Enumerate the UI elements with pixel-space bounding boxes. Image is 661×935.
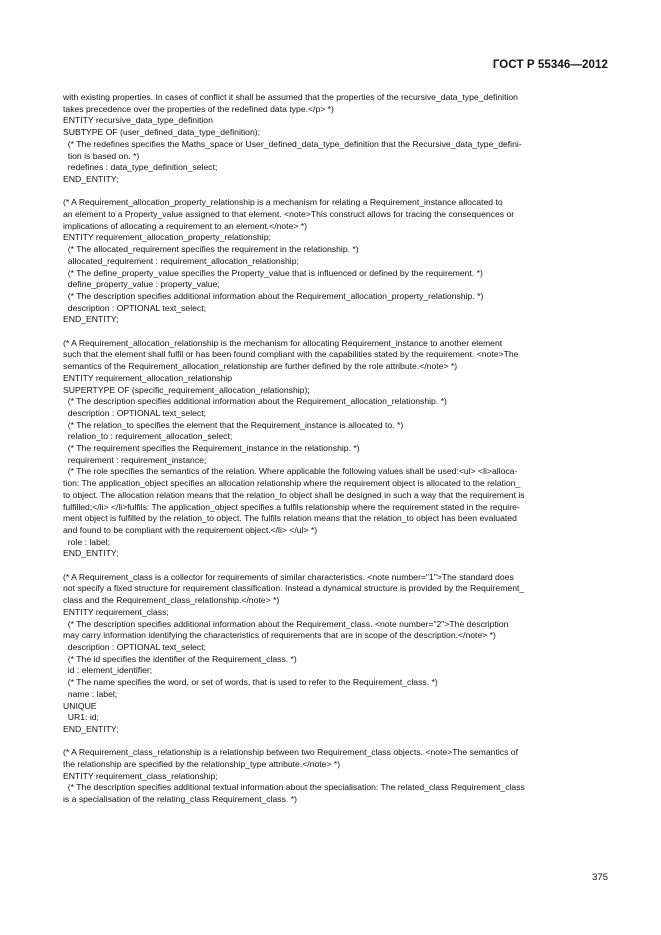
text-line: (* A Requirement_class is a collector for requirements of similar characteristics. <note number="1">The standard does: [63, 571, 514, 582]
text-line: is a specialisation of the relating_class Requirement_class. *): [63, 794, 297, 805]
text-line: (* A Requirement_allocation_relationship is the mechanism for allocating Requirement_instance to another element: [63, 337, 503, 348]
text-line: (* The role specifies the semantics of the relation. Where applicable the following values shall be used:<ul> <li>alloca-: [63, 466, 518, 477]
text-line: ment object is fulfilled by the relation_to object. The fulfils relation means that the relation_to object has been evaluated: [63, 513, 517, 524]
text-block: [63, 572, 601, 736]
text-line: and found to be compliant with the requirement object.</li> </ul> *): [63, 524, 318, 535]
text-line: UNIQUE: [63, 700, 97, 711]
text-line: (* A Requirement_class_relationship is a relationship between two Requirement_class objects. <note>The semantics of: [63, 747, 518, 758]
text-line: class and the Requirement_class_relationship.</note> *): [63, 595, 280, 606]
text-line: (* A Requirement_allocation_property_relationship is a mechanism for relating a Requirement_instance allocated to: [63, 197, 503, 208]
document-body: [63, 92, 601, 806]
text-line: (* The description specifies additional information about the Requirement_allocation_relationship. *): [63, 396, 447, 407]
text-line: redefines : data_type_definition_select;: [63, 162, 218, 173]
text-line: role : label;: [63, 536, 110, 547]
text-line: UR1: id;: [63, 712, 99, 723]
text-line: SUBTYPE OF (user_defined_data_type_definition);: [63, 127, 261, 138]
text-line: (* The description specifies additional textual information about the specialisation: The related_class Requirement_class: [63, 782, 525, 793]
text-line: ENTITY requirement_allocation_relationship: [63, 372, 233, 383]
text-line: tion: The application_object specifies an allocation relationship where the requirement object is allocated to the relation_: [63, 478, 521, 489]
paragraph-gap: [63, 326, 601, 338]
text-line: ENTITY recursive_data_type_definition: [63, 115, 213, 126]
text-block: [63, 338, 601, 560]
text-line: END_ENTITY;: [63, 173, 119, 184]
standard-header: ГОСТ Р 55346—2012: [492, 59, 608, 71]
text-line: (* The requirement specifies the Requirement_instance in the relationship. *): [63, 443, 360, 454]
text-line: implications of allocating a requirement to an element.</note> *): [63, 220, 308, 231]
text-line: ENTITY requirement_allocation_property_relationship;: [63, 232, 271, 243]
text-line: the relationship are specified by the relationship_type attribute.</note> *): [63, 759, 341, 770]
text-line: (* The define_property_value specifies the Property_value that is influenced or defined by the requirement. *): [63, 267, 483, 278]
text-line: takes precedence over the properties of the redefined data type.</p> *): [63, 103, 334, 114]
text-line: END_ENTITY;: [63, 723, 119, 734]
text-line: (* The id specifies the identifier of the Requirement_class. *): [63, 653, 297, 664]
paragraph-gap: [63, 736, 601, 748]
text-line: description : OPTIONAL text_select;: [63, 642, 207, 652]
text-line: fulfilled;</li> </li>fulfils: The application_object specifies a fulfils relationship where the requirement stated in the require-: [63, 501, 520, 512]
text-line: END_ENTITY;: [63, 548, 119, 559]
paragraph-gap: [63, 560, 601, 572]
text-line: allocated_requirement : requirement_allocation_relationship;: [63, 255, 299, 266]
paragraph-gap: [63, 186, 601, 198]
text-line: tion is based on. *): [63, 150, 140, 161]
text-line: (* The allocated_requirement specifies the requirement in the relationship. *): [63, 244, 359, 255]
text-line: with existing properties. In cases of conflict it shall be assumed that the properties of the recursive_data_type_definition: [63, 92, 518, 102]
text-line: define_property_value : property_value;: [63, 279, 220, 290]
text-line: description : OPTIONAL text_select;: [63, 407, 207, 418]
text-line: relation_to : requirement_allocation_select;: [63, 431, 233, 442]
text-line: description : OPTIONAL text_select;: [63, 302, 207, 313]
text-line: requirement : requirement_instance;: [63, 454, 207, 465]
text-line: ENTITY requirement_class;: [63, 606, 169, 617]
text-line: (* The description specifies additional information about the Requirement_class. <note number="2">The description: [63, 618, 509, 629]
text-line: (* The description specifies additional information about the Requirement_allocation_property_relationship. *): [63, 290, 484, 301]
page-number: 375: [592, 872, 608, 883]
text-line: id : element_identifier;: [63, 665, 153, 676]
text-line: SUPERTYPE OF (specific_requirement_allocation_relationship);: [63, 384, 310, 395]
text-block: [63, 92, 601, 186]
text-line: END_ENTITY;: [63, 314, 119, 325]
text-line: such that the element shall fulfil or has been found compliant with the capabilities stated by the requirement. <note>The: [63, 349, 519, 360]
text-line: semantics of the Requirement_allocation_relationship are further defined by the role attribute.</note> *): [63, 361, 458, 372]
text-line: (* The redefines specifies the Maths_space or User_defined_data_type_definition that the Recursive_data_type_defini-: [63, 138, 522, 149]
text-line: name : label;: [63, 688, 118, 699]
text-line: may carry information identifying the characteristics of requirements that are in scope of the description.</note> *): [63, 630, 496, 641]
text-line: ENTITY requirement_class_relationship;: [63, 770, 218, 781]
text-block: [63, 197, 601, 326]
text-line: (* The relation_to specifies the element that the Requirement_instance is allocated to. *): [63, 419, 404, 430]
text-line: (* The name specifies the word, or set of words, that is used to refer to the Requirement_class. *): [63, 677, 438, 688]
text-line: not specify a fixed structure for requirement classification. Instead a dynamical structure is provided by the Requirement_: [63, 583, 525, 594]
text-line: to object. The allocation relation means that the relation_to object shall be designed in such a way that the requirement is: [63, 489, 525, 500]
text-line: an element to a Property_value assigned to that element. <note>This construct allows for tracing the consequences or: [63, 209, 515, 220]
text-block: [63, 747, 601, 806]
